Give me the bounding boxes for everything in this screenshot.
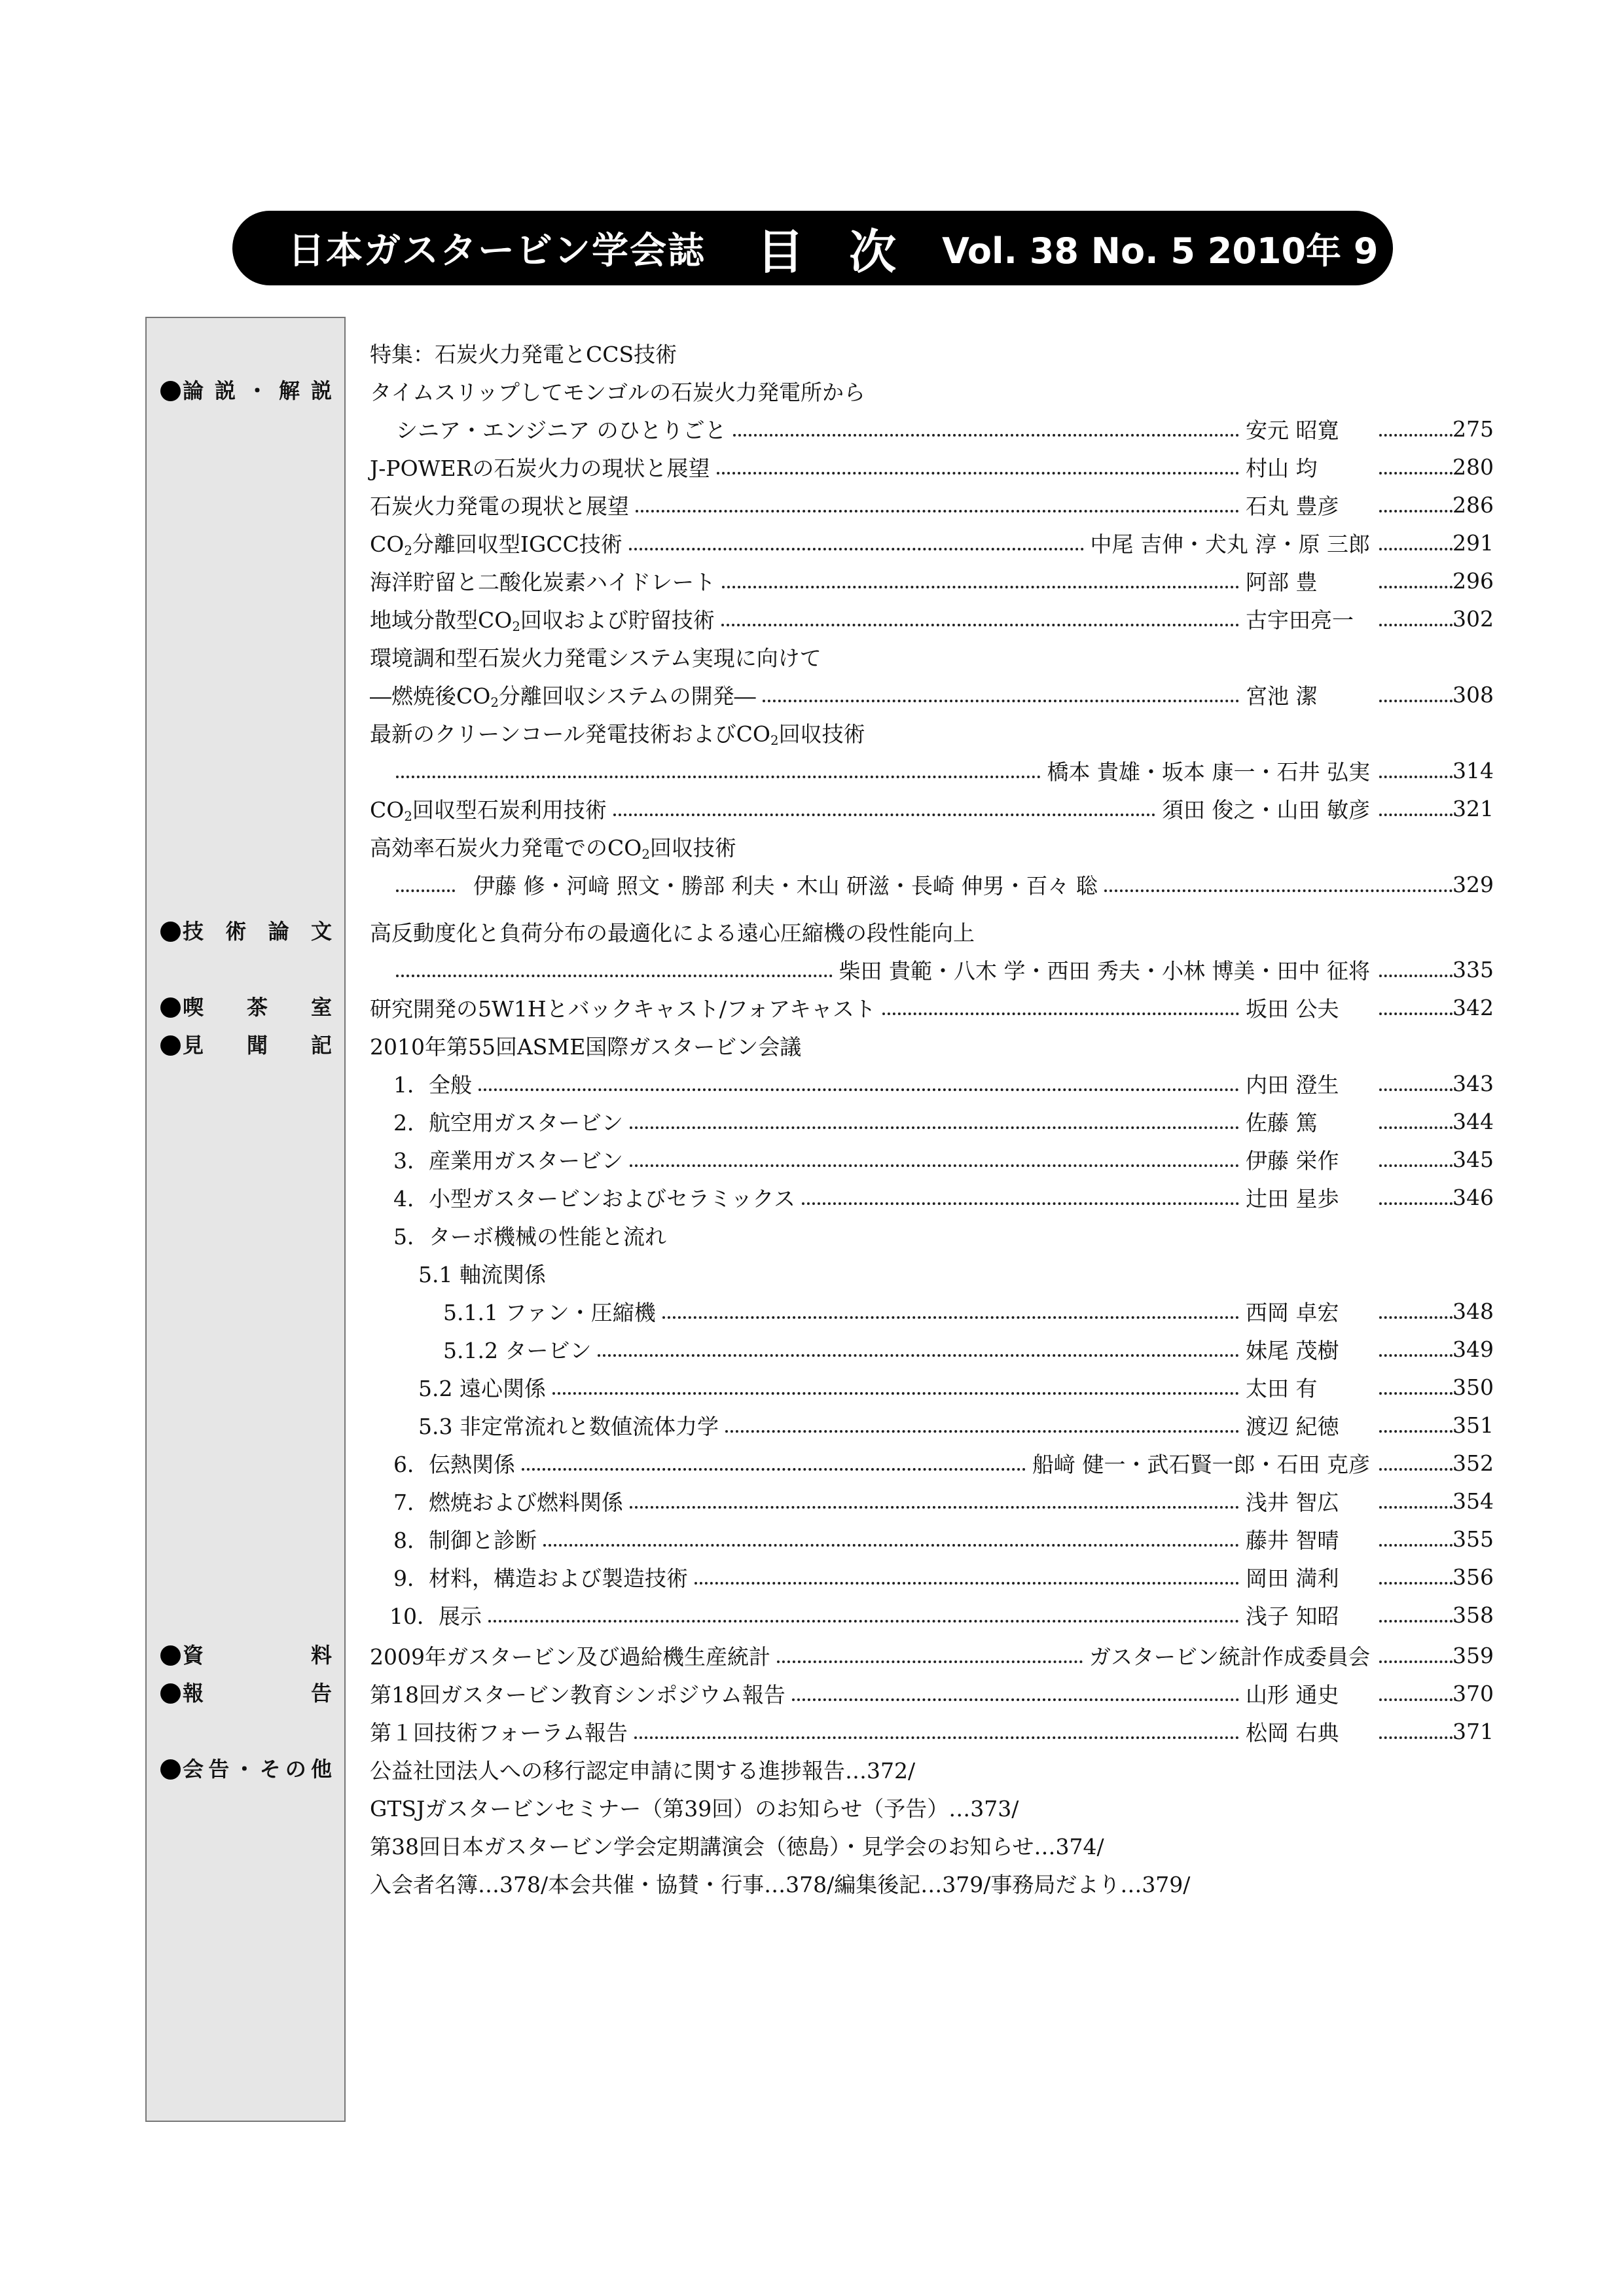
toc-entry[interactable]: タイムスリップしてモンゴルの石炭火力発電所から xyxy=(370,379,866,405)
toc-authors: 浅子 知昭 xyxy=(1246,1603,1339,1629)
bullet-icon xyxy=(160,1759,181,1780)
toc-entry[interactable]: 研究開発の5W1Hとバックキャスト/フォアキャスト 坂田 公夫 342 xyxy=(370,988,1490,1026)
toc-authors: 松岡 右典 xyxy=(1246,1719,1339,1746)
toc-authors: 渡辺 紀徳 xyxy=(1246,1413,1339,1439)
toc-entry[interactable]: 第18回ガスタービン教育シンポジウム報告 山形 通史 370 xyxy=(370,1674,1490,1712)
toc-authors: 浅井 智広 xyxy=(1246,1489,1339,1515)
journal-header xyxy=(232,211,1426,285)
toc-section-heading: 特集：石炭火力発電とCCS技術 xyxy=(370,341,677,367)
toc-entry[interactable]: 7．燃焼および燃料関係 浅井 智広 354 xyxy=(370,1482,1490,1520)
toc-entry[interactable]: $CO_2$回収型石炭利用技術 須田 俊之・山田 敏彦 321 xyxy=(370,789,1490,827)
leader-dots xyxy=(1379,1126,1453,1129)
category-kaikoku: 会告・その他 xyxy=(160,1750,332,1788)
leader-dots xyxy=(695,1582,1239,1585)
toc-entry[interactable]: 高反動度化と負荷分布の最適化による遠心圧縮機の段性能向上 xyxy=(370,920,975,946)
category-shiryo: 資料 xyxy=(160,1636,332,1674)
leader-dots xyxy=(1379,1582,1453,1585)
toc-page: 350 xyxy=(1453,1374,1494,1400)
toc-entry[interactable]: 環境調和型石炭火力発電システム実現に向けて xyxy=(370,645,821,671)
toc-heading: 目 次 xyxy=(757,224,911,279)
toc-authors: 太田 有 xyxy=(1246,1375,1318,1401)
leader-dots xyxy=(882,1013,1239,1015)
toc-authors: 宮池 潔 xyxy=(1246,683,1318,709)
toc-page: 275 xyxy=(1453,416,1494,442)
leader-dots xyxy=(1379,1430,1453,1433)
leader-dots xyxy=(1379,586,1453,588)
leader-dots xyxy=(1379,1660,1453,1663)
toc-page: 346 xyxy=(1453,1184,1494,1210)
leader-dots xyxy=(630,1164,1239,1167)
toc-entry[interactable]: 海洋貯留と二酸化炭素ハイドレート 阿部 豊 296 xyxy=(370,562,1490,600)
leader-dots xyxy=(802,1202,1239,1205)
toc-page: 286 xyxy=(1453,492,1494,518)
bullet-icon xyxy=(160,381,181,401)
leader-dots xyxy=(1379,1202,1453,1205)
toc-authors: ガスタービン統計作成委員会 xyxy=(1089,1643,1370,1670)
toc-entry[interactable]: 5．ターボ機械の性能と流れ xyxy=(393,1223,666,1249)
toc-authors: 藤井 智晴 xyxy=(1246,1527,1339,1553)
leader-dots xyxy=(630,1506,1239,1509)
toc-entry[interactable]: 5.2 遠心関係 太田 有 350 xyxy=(370,1368,1490,1406)
toc-page: 355 xyxy=(1453,1526,1494,1552)
toc-authors: 阿部 豊 xyxy=(1246,569,1318,595)
toc-entry[interactable]: 10．展示 浅子 知昭 358 xyxy=(370,1596,1490,1634)
bullet-icon xyxy=(160,1683,181,1704)
leader-dots xyxy=(1379,1013,1453,1015)
journal-title: 日本ガスタービン学会誌 xyxy=(288,230,706,272)
toc-entry[interactable]: 5.1.2 タービン 妹尾 茂樹 349 xyxy=(370,1330,1490,1368)
toc-page: 314 xyxy=(1453,757,1494,783)
toc-page: 371 xyxy=(1453,1718,1494,1744)
toc-entry[interactable]: 公益社団法人への移行認定申請に関する進捗報告…372/ xyxy=(370,1757,916,1784)
leader-dots xyxy=(1379,975,1453,977)
toc-entry[interactable]: 地域分散型$CO_2$回収および貯留技術 古宇田亮一 302 xyxy=(370,600,1490,637)
leader-dots xyxy=(1379,434,1453,437)
leader-dots xyxy=(777,1660,1083,1663)
toc-page: 296 xyxy=(1453,567,1494,594)
category-ronsetsu: 論説・解説 xyxy=(160,372,332,410)
toc-entry[interactable]: 最新のクリーンコール発電技術および$CO_2$回収技術 xyxy=(370,721,865,748)
leader-dots xyxy=(1379,1316,1453,1319)
toc-entry[interactable]: ―燃焼後$CO_2$分離回収システムの開発― 宮池 潔 308 xyxy=(370,675,1490,713)
leader-dots xyxy=(543,1544,1239,1547)
toc-authors: 山形 通史 xyxy=(1246,1681,1339,1708)
leader-dots xyxy=(1379,1468,1453,1471)
toc-page: 351 xyxy=(1453,1412,1494,1438)
leader-dots xyxy=(634,1736,1239,1739)
toc-entry[interactable]: 3．産業用ガスタービン 伊藤 栄作 345 xyxy=(370,1140,1490,1178)
bullet-icon xyxy=(160,1035,181,1056)
leader-dots xyxy=(1379,1392,1453,1395)
leader-dots xyxy=(396,975,833,977)
leader-dots xyxy=(1379,1698,1453,1701)
leader-dots xyxy=(478,1088,1239,1091)
toc-authors: 安元 昭寛 xyxy=(1246,417,1339,443)
toc-page: 342 xyxy=(1453,994,1494,1020)
leader-dots xyxy=(1379,624,1453,626)
toc-authors: 石丸 豊彦 xyxy=(1246,493,1339,519)
toc-entry[interactable]: 4．小型ガスタービンおよびセラミックス 辻田 星歩 346 xyxy=(370,1178,1490,1216)
leader-dots xyxy=(1379,1506,1453,1509)
toc-page: 354 xyxy=(1453,1488,1494,1514)
leader-dots xyxy=(722,586,1239,588)
toc-page: 308 xyxy=(1453,681,1494,708)
toc-page: 348 xyxy=(1453,1298,1494,1324)
leader-dots xyxy=(1104,889,1453,892)
toc-entry[interactable]: 2．航空用ガスタービン 佐藤 篤 344 xyxy=(370,1102,1490,1140)
leader-dots xyxy=(598,1354,1239,1357)
toc-page: 344 xyxy=(1453,1108,1494,1134)
leader-dots xyxy=(721,624,1239,626)
toc-entry[interactable]: 6．伝熱関係 船﨑 健一・武石賢一郎・石田 克彦 352 xyxy=(370,1444,1490,1482)
toc-entry[interactable] xyxy=(370,865,1494,903)
leader-dots xyxy=(1379,510,1453,512)
category-sidebar xyxy=(145,317,346,2122)
toc-page: 302 xyxy=(1453,605,1494,632)
toc-authors: 橋本 貴雄・坂本 康一・石井 弘実 xyxy=(1047,759,1370,785)
leader-dots xyxy=(1379,1736,1453,1739)
toc-page: 291 xyxy=(1453,529,1494,556)
toc-entry[interactable]: 9．材料，構造および製造技術 岡田 満利 356 xyxy=(370,1558,1490,1596)
toc-page: 349 xyxy=(1453,1336,1494,1362)
leader-dots xyxy=(613,814,1155,816)
toc-authors: 古宇田亮一 xyxy=(1246,607,1354,633)
toc-entry[interactable] xyxy=(370,751,1494,789)
category-hokoku: 報告 xyxy=(160,1674,332,1712)
toc-page: 356 xyxy=(1453,1564,1494,1590)
bullet-icon xyxy=(160,997,181,1018)
toc-entry[interactable]: 入会者名簿…378/本会共催・協賛・行事…378/編集後記…379/事務局だより…379/ xyxy=(370,1871,1191,1897)
toc-authors: 坂田 公夫 xyxy=(1246,996,1339,1022)
toc-page: 345 xyxy=(1453,1146,1494,1172)
leader-dots xyxy=(717,472,1240,475)
toc-entry[interactable]: GTSJガスタービンセミナー（第39回）のお知らせ（予告）…373/ xyxy=(370,1795,1019,1821)
volume-info: Vol. 38 No. 5 2010年 9 月 xyxy=(942,230,1426,272)
toc-entry[interactable]: 1．全般 内田 澄生 343 xyxy=(370,1064,1490,1102)
toc-authors: 伊藤 修・河﨑 照文・勝部 利夫・木山 研滋・長崎 伸男・百々 聡 xyxy=(473,872,1098,899)
leader-dots xyxy=(1379,814,1453,816)
toc-entry[interactable]: 石炭火力発電の現状と展望 石丸 豊彦 286 xyxy=(370,486,1490,524)
leader-dots xyxy=(1379,776,1453,778)
bullet-icon xyxy=(160,922,181,942)
leader-dots xyxy=(488,1620,1239,1623)
toc-page: 352 xyxy=(1453,1450,1494,1476)
toc-entry[interactable]: 第38回日本ガスタービン学会定期講演会（徳島）・見学会のお知らせ…374/ xyxy=(370,1833,1104,1859)
toc-entry[interactable]: 5.3 非定常流れと数値流体力学 渡辺 紀徳 351 xyxy=(370,1406,1490,1444)
leader-dots xyxy=(1379,1354,1453,1357)
leader-dots xyxy=(1379,1088,1453,1091)
toc-authors: 柴田 貴範・八木 学・西田 秀夫・小林 博美・田中 征将 xyxy=(839,958,1370,984)
leader-dots xyxy=(1379,1620,1453,1623)
toc-entry[interactable]: 8．制御と診断 藤井 智晴 355 xyxy=(370,1520,1490,1558)
toc-page: 329 xyxy=(1453,871,1494,897)
toc-page: 335 xyxy=(1453,956,1494,982)
toc-entry[interactable]: $CO_2$分離回収型IGCC技術 中尾 吉伸・犬丸 淳・原 三郎 291 xyxy=(370,524,1490,562)
leader-dots xyxy=(396,776,1041,778)
toc-page: 343 xyxy=(1453,1070,1494,1096)
toc-entry[interactable]: 5.1 軸流関係 xyxy=(418,1261,546,1287)
toc-authors: 辻田 星歩 xyxy=(1246,1185,1339,1211)
toc-page: 359 xyxy=(1453,1642,1494,1668)
toc-entry[interactable]: 第１回技術フォーラム報告 松岡 右典 371 xyxy=(370,1712,1490,1750)
toc-page: 358 xyxy=(1453,1602,1494,1628)
leader-dots xyxy=(396,889,455,892)
leader-dots xyxy=(629,548,1084,550)
toc-entry[interactable]: シニア・エンジニア のひとりごと 安元 昭寛 275 xyxy=(370,410,1490,448)
leader-dots xyxy=(725,1430,1239,1433)
toc-entry[interactable] xyxy=(370,950,1494,988)
leader-dots xyxy=(662,1316,1239,1319)
leader-dots xyxy=(1379,1544,1453,1547)
toc-page: 280 xyxy=(1453,454,1494,480)
leader-dots xyxy=(636,510,1239,512)
toc-authors: 妹尾 茂樹 xyxy=(1246,1337,1339,1363)
leader-dots xyxy=(522,1468,1026,1471)
leader-dots xyxy=(1379,472,1453,475)
toc-authors: 佐藤 篤 xyxy=(1246,1109,1318,1136)
category-gijutsu: 技術論文 xyxy=(160,912,332,950)
leader-dots xyxy=(1379,1164,1453,1167)
toc-entry[interactable]: J-POWERの石炭火力の現状と展望 村山 均 280 xyxy=(370,448,1490,486)
category-kenbunki: 見聞記 xyxy=(160,1026,332,1064)
leader-dots xyxy=(792,1698,1239,1701)
leader-dots xyxy=(1379,700,1453,702)
toc-authors: 内田 澄生 xyxy=(1246,1071,1339,1098)
toc-authors: 伊藤 栄作 xyxy=(1246,1147,1339,1174)
leader-dots xyxy=(1379,548,1453,550)
toc-page: 321 xyxy=(1453,795,1494,821)
toc-authors: 須田 俊之・山田 敏彦 xyxy=(1162,797,1370,823)
bullet-icon xyxy=(160,1645,181,1666)
toc-page: 370 xyxy=(1453,1680,1494,1706)
toc-entry[interactable]: 5.1.1 ファン・圧縮機 西岡 卓宏 348 xyxy=(370,1292,1490,1330)
toc-authors: 岡田 満利 xyxy=(1246,1565,1339,1591)
toc-entry[interactable]: 2009年ガスタービン及び過給機生産統計 ガスタービン統計作成委員会 359 xyxy=(370,1636,1490,1674)
toc-entry[interactable]: 高効率石炭火力発電での$CO_2$回収技術 xyxy=(370,834,736,862)
toc-authors: 船﨑 健一・武石賢一郎・石田 克彦 xyxy=(1032,1451,1370,1477)
leader-dots xyxy=(733,434,1239,437)
leader-dots xyxy=(763,700,1239,702)
toc-authors: 中尾 吉伸・犬丸 淳・原 三郎 xyxy=(1090,531,1370,557)
leader-dots xyxy=(552,1392,1239,1395)
toc-authors: 西岡 卓宏 xyxy=(1246,1299,1339,1325)
leader-dots xyxy=(630,1126,1239,1129)
toc-authors: 村山 均 xyxy=(1246,455,1318,481)
toc-entry[interactable]: 2010年第55回ASME国際ガスタービン会議 xyxy=(370,1033,802,1060)
category-kissashitsu: 喫茶室 xyxy=(160,988,332,1026)
